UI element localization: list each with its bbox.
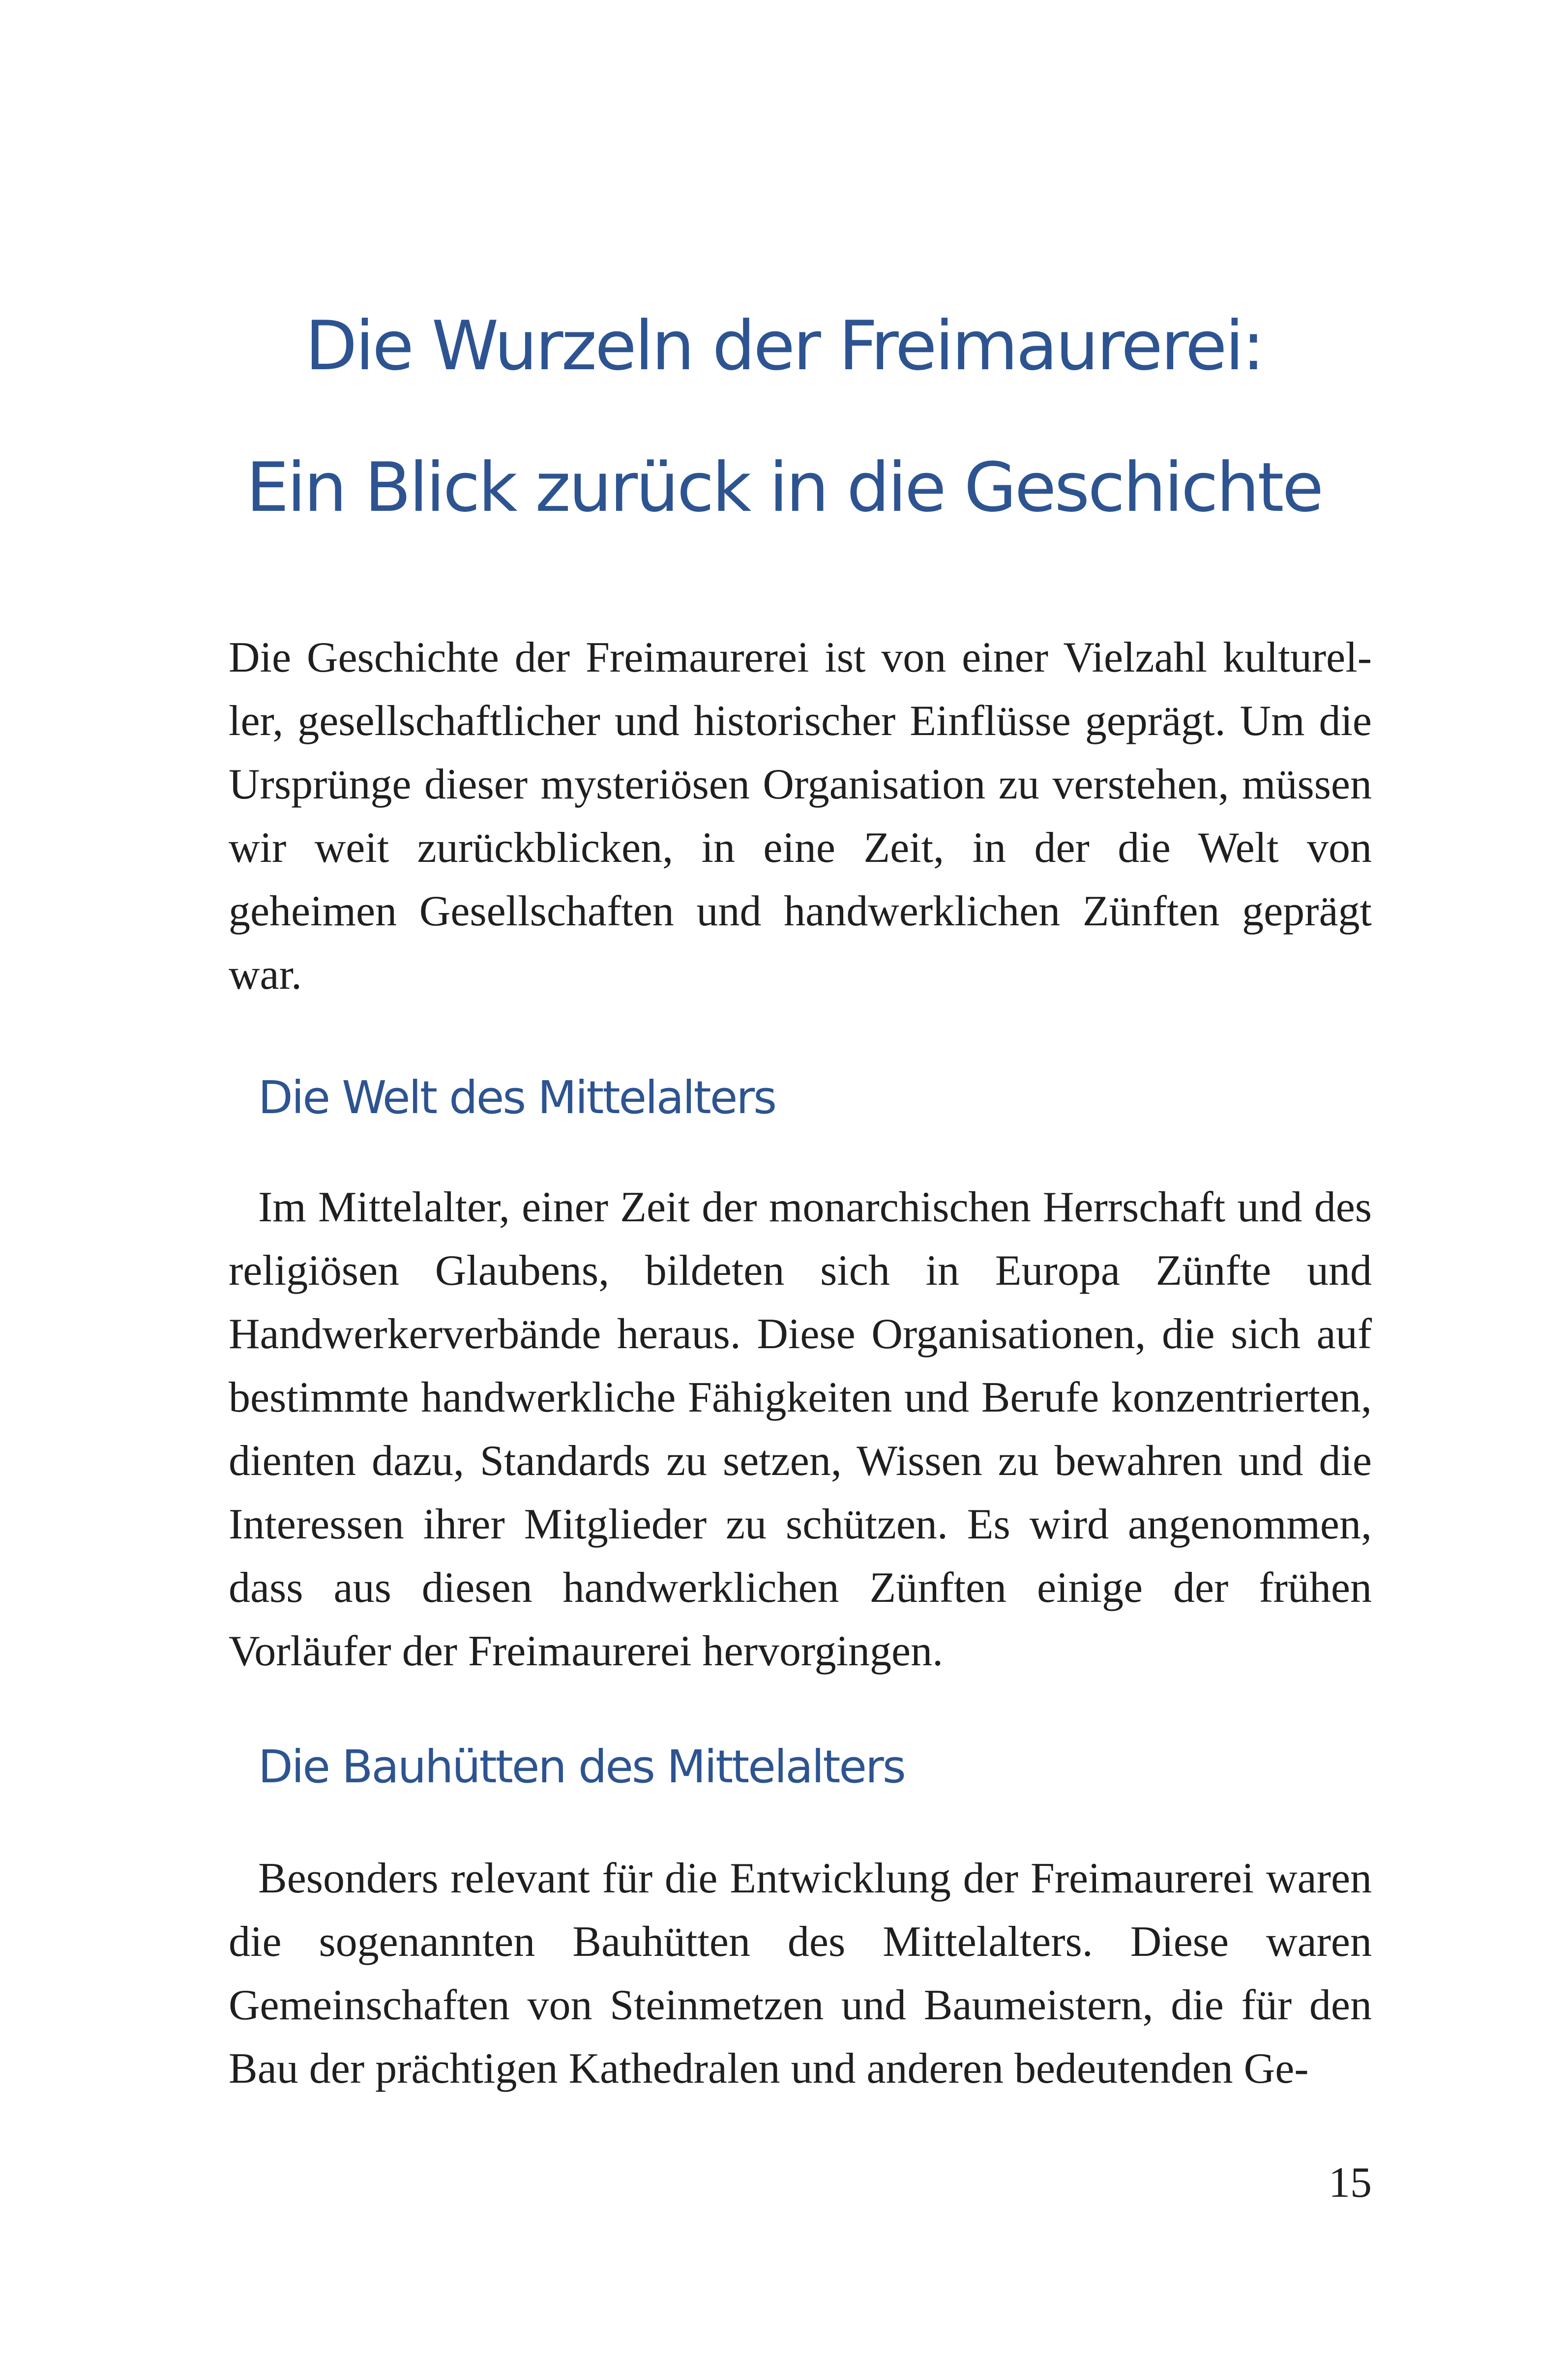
section-heading-bauhuetten: Die Bauhütten des Mittelalters bbox=[258, 1740, 905, 1793]
chapter-title bbox=[0, 275, 1568, 559]
section-paragraph-bauhuetten: Besonders relevant für die Entwicklung der Freimaurerei waren die sogenannten Bauhütten des Mittelalters. Diese waren Gemeinschaften von Steinmetzen und Baumeistern, die für den Bau der prächtigen Kathedralen und anderen bedeutenden Ge- bbox=[229, 1855, 1372, 2093]
intro-paragraph: Die Geschichte der Freimaurerei ist von einer Vielzahl kultureller, gesellschaftlicher und historischer Einflüsse geprägt. Um die Ursprünge dieser mysteriösen Organisation zu verstehen, müssen wir weit zurückblicken, in eine Zeit, in der die Welt von geheimen Gesellschaften und handwerklichen Zünften geprägt war. bbox=[229, 634, 1372, 999]
page-number: 15 bbox=[1329, 2159, 1372, 2207]
section-heading-welt-des-mittelalters: Die Welt des Mittelalters bbox=[258, 1071, 776, 1124]
section-paragraph-welt-des-mittelalters: Im Mittelalter, einer Zeit der monarchischen Herrschaft und des religiösen Glaubens, bildeten sich in Europa Zünfte und Handwerkerverbände heraus. Diese Organisationen, die sich auf bestimmte handwerkliche Fähigkeiten und Berufe konzentrierten, dienten dazu, Standards zu setzen, Wissen zu bewahren und die Interessen ihrer Mitglieder zu schützen. Es wird angenommen, dass aus diesen handwerklichen Zünften einige der frühen Vorläufer der Freimaurerei hervorgingen. bbox=[229, 1183, 1372, 1675]
chapter-title-line-2: Ein Blick zurück in die Geschichte bbox=[246, 448, 1322, 527]
chapter-title-line-1: Die Wurzeln der Freimaurerei: bbox=[305, 306, 1263, 385]
